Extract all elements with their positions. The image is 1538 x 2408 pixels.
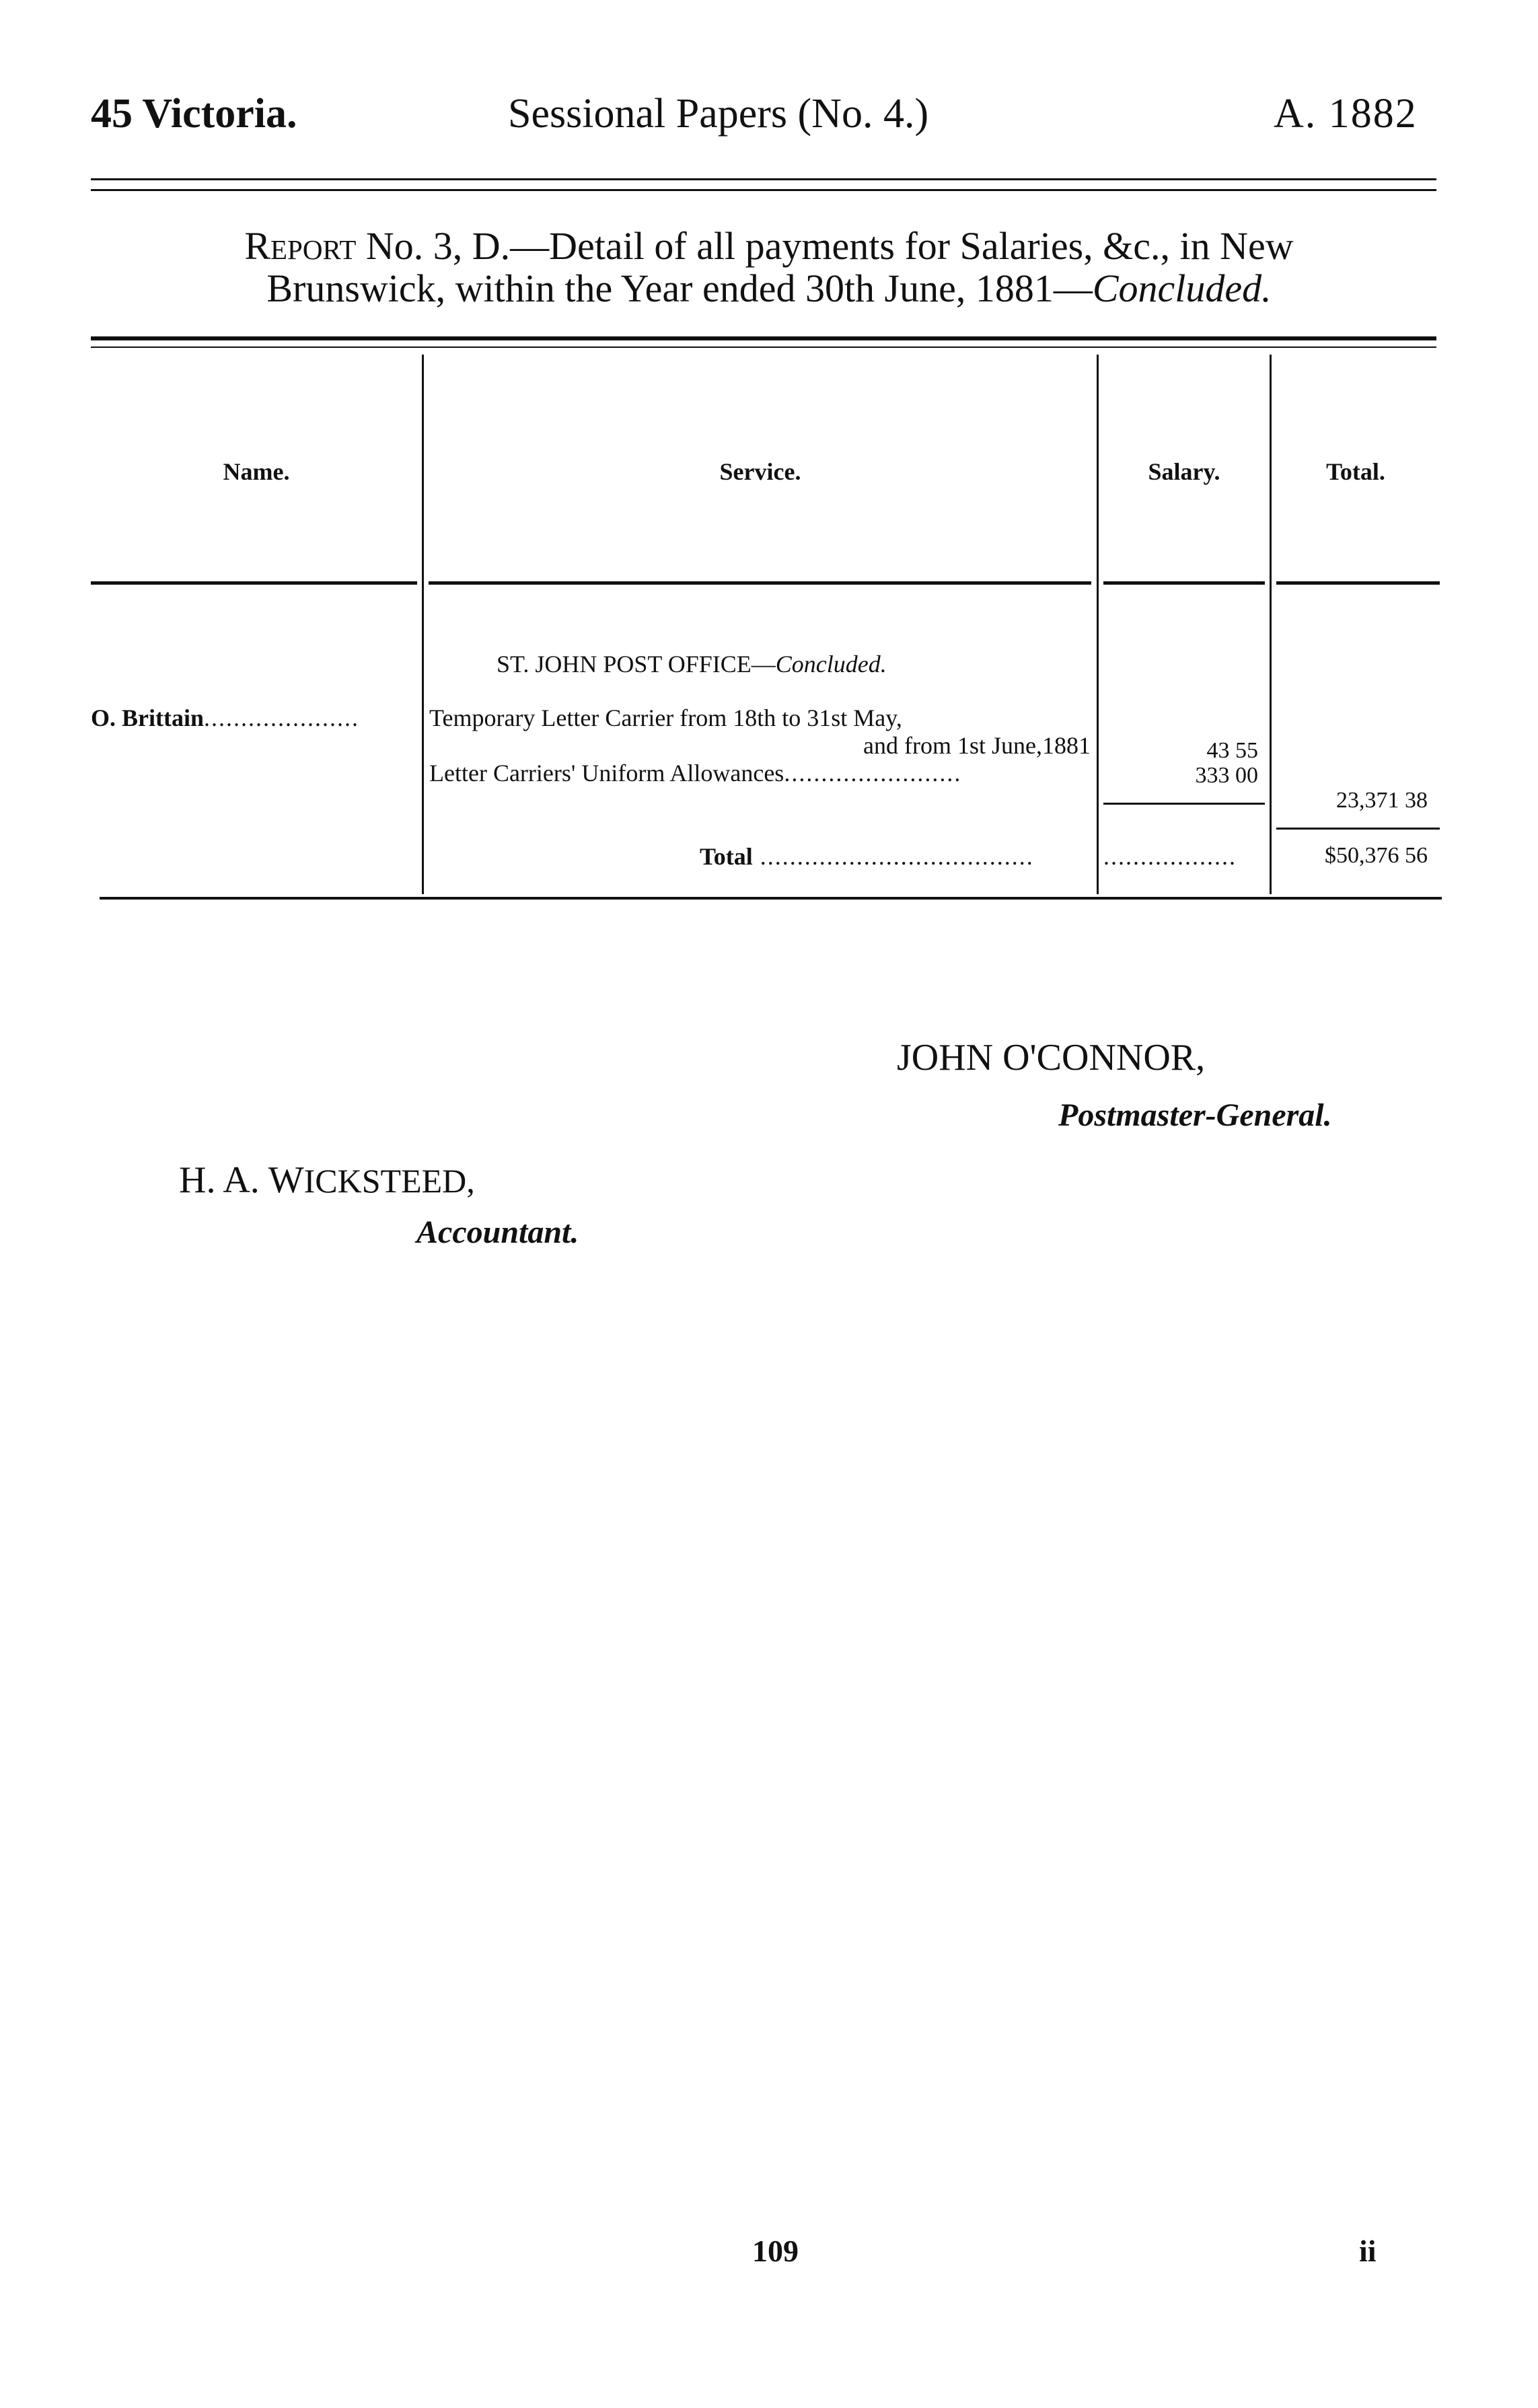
total-row-label — [700, 844, 1090, 869]
header-underline-service — [429, 581, 1091, 585]
service-description: Letter Carriers' Uniform Allowances — [429, 761, 784, 785]
report-title-concluded: Concluded. — [1092, 266, 1272, 310]
service-description: Temporary Letter Carrier from 18th to 31st May, — [429, 704, 902, 731]
column-divider-name-service — [422, 355, 424, 894]
accountant-surname: ICKSTEED, — [303, 1162, 475, 1200]
section-heading — [497, 652, 887, 676]
column-divider-salary-total — [1270, 355, 1272, 894]
salary-sum-rule — [1103, 803, 1265, 805]
table-bottom-rule — [100, 897, 1442, 900]
total-label: Total — [700, 844, 753, 869]
header-underline-name — [91, 581, 417, 585]
column-header-service: Service. — [719, 458, 801, 485]
section-heading-concluded: Concluded. — [775, 651, 887, 678]
subtotal-value: 23,371 38 — [1336, 788, 1428, 813]
report-title-line-2-text: Brunswick, within the Year ended 30th June, 1881— — [266, 266, 1093, 310]
salary-value: 43 55 — [1206, 738, 1258, 763]
table-top-rule-thin — [91, 346, 1436, 348]
leader-dots: ..................................... — [752, 844, 1034, 869]
signature-mark: ii — [1359, 2234, 1377, 2268]
accountant-initials: H. A. W — [179, 1159, 304, 1201]
report-title-line-1 — [0, 224, 1538, 268]
grand-total-value: $50,376 56 — [1325, 843, 1428, 868]
running-header-year: A. 1882 — [1274, 91, 1418, 137]
report-title-line-2 — [0, 266, 1538, 310]
payee-name: O. Brittain — [91, 706, 204, 730]
salary-total-leader-dots: .................. — [1103, 844, 1237, 869]
header-rule-top — [91, 178, 1436, 180]
accountant-name — [179, 1161, 475, 1199]
header-underline-salary — [1103, 581, 1265, 585]
section-heading-text: ST. JOHN POST OFFICE— — [497, 651, 776, 678]
column-header-name: Name. — [223, 458, 290, 485]
column-divider-service-salary — [1097, 355, 1099, 894]
column-header-salary: Salary. — [1148, 458, 1220, 485]
table-row — [91, 706, 414, 730]
header-rule-bottom — [91, 189, 1436, 191]
total-sum-rule — [1276, 828, 1440, 830]
running-header-session: 45 Victoria. — [91, 91, 297, 137]
service-description-continued: and from 1st June,1881 — [863, 732, 1091, 759]
accountant-title: Accountant. — [416, 1214, 579, 1250]
postmaster-title: Postmaster-General. — [1058, 1097, 1332, 1133]
page-number: 109 — [752, 2234, 799, 2268]
leader-dots: ........................ — [784, 761, 962, 785]
report-title-report-word: Report — [244, 224, 357, 268]
leader-dots: ..................... — [204, 706, 359, 730]
table-row — [429, 761, 1091, 785]
report-title-line-1-text: No. 3, D.—Detail of all payments for Salaries, &c., in New — [356, 224, 1294, 268]
header-underline-total — [1276, 581, 1440, 585]
table-top-rule-thick — [91, 336, 1436, 340]
postmaster-name: JOHN O'CONNOR, — [897, 1037, 1206, 1079]
column-header-total: Total. — [1326, 458, 1385, 485]
running-header-title: Sessional Papers (No. 4.) — [508, 91, 929, 137]
salary-value: 333 00 — [1195, 763, 1258, 788]
